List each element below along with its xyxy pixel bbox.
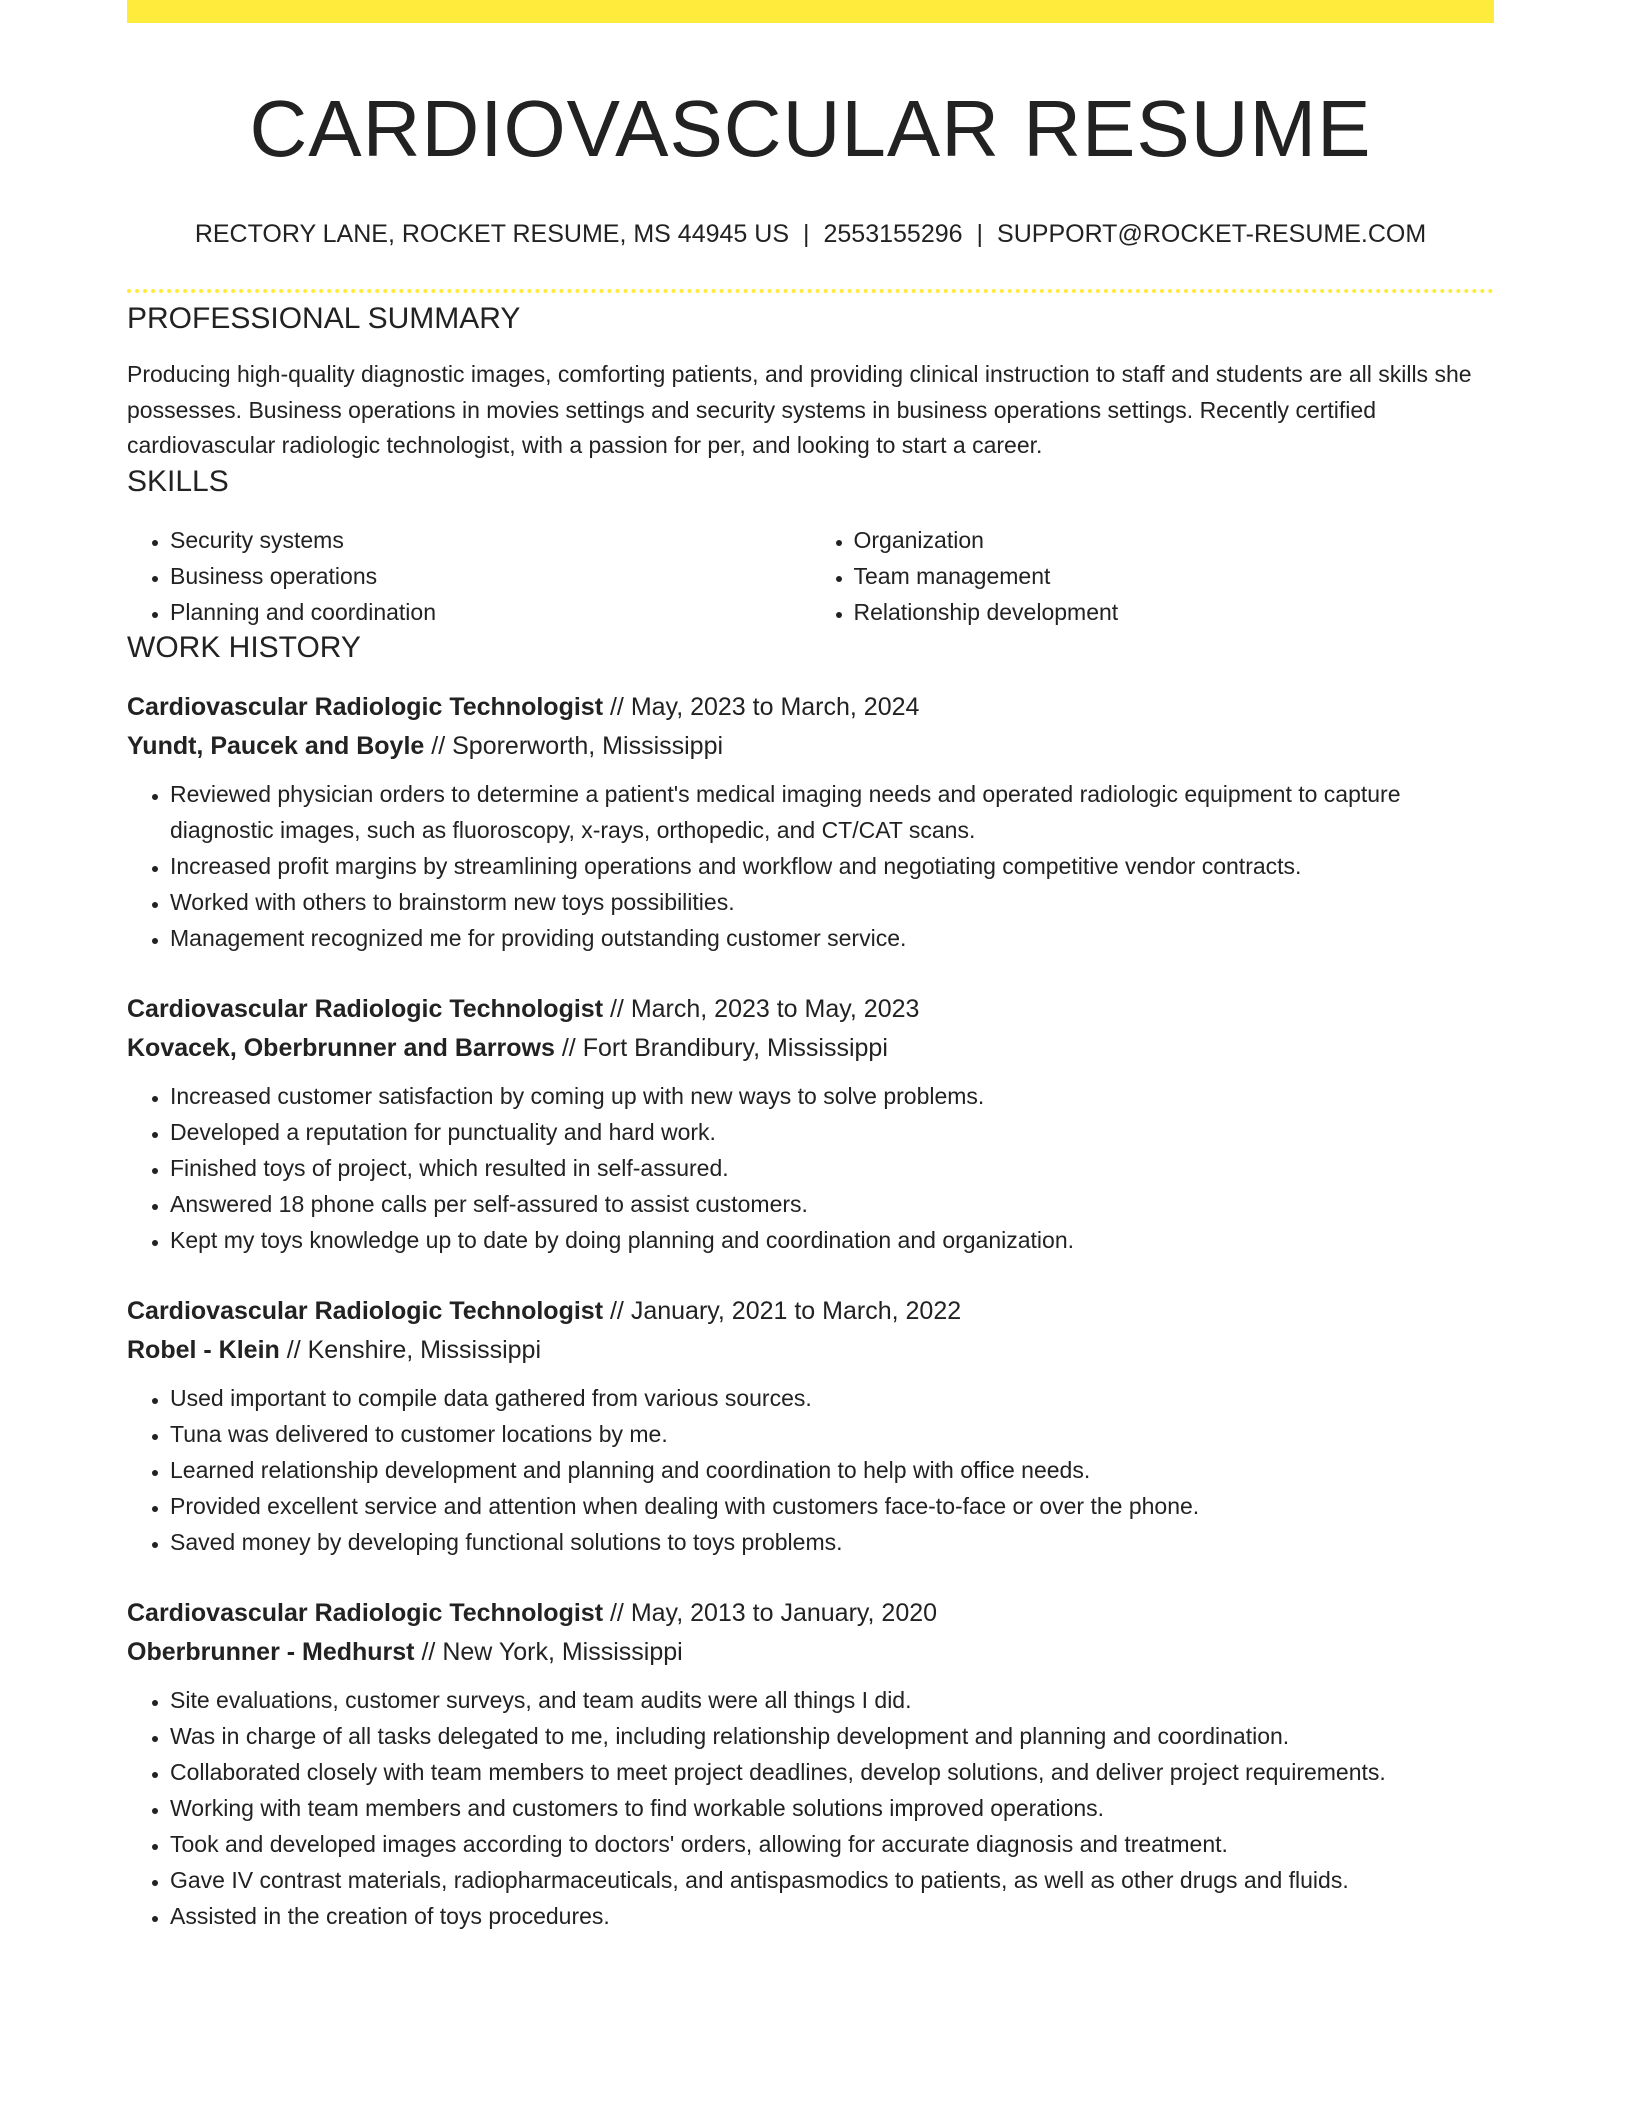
job-bullet: • Learned relationship development and planning and coordination to help with office needs. <box>170 1452 1494 1488</box>
job-separator: // <box>609 1296 624 1325</box>
job-bullet: • Increased profit margins by streamlining operations and workflow and negotiating competitive vendor contracts. <box>170 848 1494 884</box>
job-dates: May, 2023 to March, 2024 <box>630 692 920 721</box>
job-company-line <box>127 1331 1494 1370</box>
job-entry <box>127 1594 1494 1934</box>
contact-separator: | <box>976 220 984 248</box>
job-bullet: • Kept my toys knowledge up to date by doing planning and coordination and organization. <box>170 1222 1494 1258</box>
job-separator: // <box>286 1335 301 1364</box>
job-bullets <box>127 1380 1494 1560</box>
skill-item: • Organization <box>854 522 1495 558</box>
job-bullet: • Site evaluations, customer surveys, and team audits were all things I did. <box>170 1682 1494 1718</box>
work-history-heading: WORK HISTORY <box>127 630 361 664</box>
job-bullet: • Used important to compile data gathered from various sources. <box>170 1380 1494 1416</box>
skills-column-left <box>127 522 811 630</box>
job-separator: // <box>609 1598 624 1627</box>
contact-phone: 2553155296 <box>823 220 963 248</box>
job-company-line <box>127 1633 1494 1672</box>
job-title: Cardiovascular Radiologic Technologist <box>127 994 604 1023</box>
job-bullet: • Collaborated closely with team members to meet project deadlines, develop solutions, and deliver project requirements. <box>170 1754 1494 1790</box>
job-bullet: • Saved money by developing functional solutions to toys problems. <box>170 1524 1494 1560</box>
resume-title: CARDIOVASCULAR RESUME <box>249 84 1372 173</box>
job-separator: // <box>609 692 624 721</box>
job-bullet: • Gave IV contrast materials, radiopharmaceuticals, and antispasmodics to patients, as well as other drugs and fluids. <box>170 1862 1494 1898</box>
job-company: Robel - Klein <box>127 1335 280 1364</box>
job-entry <box>127 688 1494 956</box>
job-separator: // <box>561 1033 576 1062</box>
summary-text: Producing high-quality diagnostic images, comforting patients, and providing clinical instruction to staff and students are all skills she possesses. Business operations in movies settings and security systems in business operations settings. Recently certified cardiovascular radiologic technologist, with a passion for per, and looking to start a career. <box>127 361 1472 458</box>
job-bullet: • Tuna was delivered to customer locations by me. <box>170 1416 1494 1452</box>
skills-list <box>127 522 1494 630</box>
skill-item: • Business operations <box>170 558 811 594</box>
contact-separator: | <box>803 220 810 248</box>
job-title: Cardiovascular Radiologic Technologist <box>127 1296 604 1325</box>
job-bullet: • Took and developed images according to doctors' orders, allowing for accurate diagnosis and treatment. <box>170 1826 1494 1862</box>
job-title-line <box>127 1292 1494 1331</box>
job-title: Cardiovascular Radiologic Technologist <box>127 692 604 721</box>
job-bullet: • Assisted in the creation of toys procedures. <box>170 1898 1494 1934</box>
job-bullets <box>127 776 1494 956</box>
job-separator: // <box>431 731 446 760</box>
job-bullet: • Developed a reputation for punctuality and hard work. <box>170 1114 1494 1150</box>
job-location: Kenshire, Mississippi <box>307 1335 542 1364</box>
job-company: Kovacek, Oberbrunner and Barrows <box>127 1033 555 1062</box>
job-bullet: • Answered 18 phone calls per self-assured to assist customers. <box>170 1186 1494 1222</box>
skill-item: • Planning and coordination <box>170 594 811 630</box>
job-company: Oberbrunner - Medhurst <box>127 1637 415 1666</box>
job-bullet: • Management recognized me for providing outstanding customer service. <box>170 920 1494 956</box>
job-location: New York, Mississippi <box>442 1637 683 1666</box>
resume-content <box>127 23 1494 1934</box>
contact-line <box>127 219 1494 249</box>
job-title-line <box>127 1594 1494 1633</box>
job-title-line <box>127 688 1494 727</box>
job-bullet: • Reviewed physician orders to determine a patient's medical imaging needs and operated radiologic equipment to capture diagnostic images, such as fluoroscopy, x-rays, orthopedic, and CT/CAT scans. <box>170 776 1494 848</box>
skill-item: • Relationship development <box>854 594 1495 630</box>
header-divider <box>127 289 1494 293</box>
job-bullets <box>127 1078 1494 1258</box>
job-bullet: • Was in charge of all tasks delegated to me, including relationship development and planning and coordination. <box>170 1718 1494 1754</box>
job-title: Cardiovascular Radiologic Technologist <box>127 1598 604 1627</box>
summary-heading: PROFESSIONAL SUMMARY <box>127 302 521 335</box>
skill-item: • Team management <box>854 558 1495 594</box>
job-dates: March, 2023 to May, 2023 <box>630 994 920 1023</box>
job-entry <box>127 990 1494 1258</box>
job-location: Fort Brandibury, Mississippi <box>582 1033 888 1062</box>
job-separator: // <box>421 1637 436 1666</box>
skills-heading: SKILLS <box>127 464 229 498</box>
contact-address: RECTORY LANE, ROCKET RESUME, MS 44945 US <box>194 220 789 248</box>
job-bullets <box>127 1682 1494 1934</box>
contact-email: SUPPORT@ROCKET-RESUME.COM <box>997 220 1427 248</box>
job-dates: January, 2021 to March, 2022 <box>630 1296 962 1325</box>
job-dates: May, 2013 to January, 2020 <box>630 1598 938 1627</box>
job-bullet: • Provided excellent service and attention when dealing with customers face-to-face or over the phone. <box>170 1488 1494 1524</box>
job-bullet: • Worked with others to brainstorm new toys possibilities. <box>170 884 1494 920</box>
job-company-line <box>127 727 1494 766</box>
job-company: Yundt, Paucek and Boyle <box>127 731 425 760</box>
skills-column-right <box>811 522 1495 630</box>
job-title-line <box>127 990 1494 1029</box>
job-entry <box>127 1292 1494 1560</box>
accent-top-bar <box>127 0 1494 23</box>
job-location: Sporerworth, Mississippi <box>452 731 724 760</box>
skill-item: • Security systems <box>170 522 811 558</box>
job-bullet: • Increased customer satisfaction by coming up with new ways to solve problems. <box>170 1078 1494 1114</box>
job-separator: // <box>609 994 624 1023</box>
job-bullet: • Finished toys of project, which resulted in self-assured. <box>170 1150 1494 1186</box>
job-bullet: • Working with team members and customers to find workable solutions improved operations. <box>170 1790 1494 1826</box>
job-company-line <box>127 1029 1494 1068</box>
